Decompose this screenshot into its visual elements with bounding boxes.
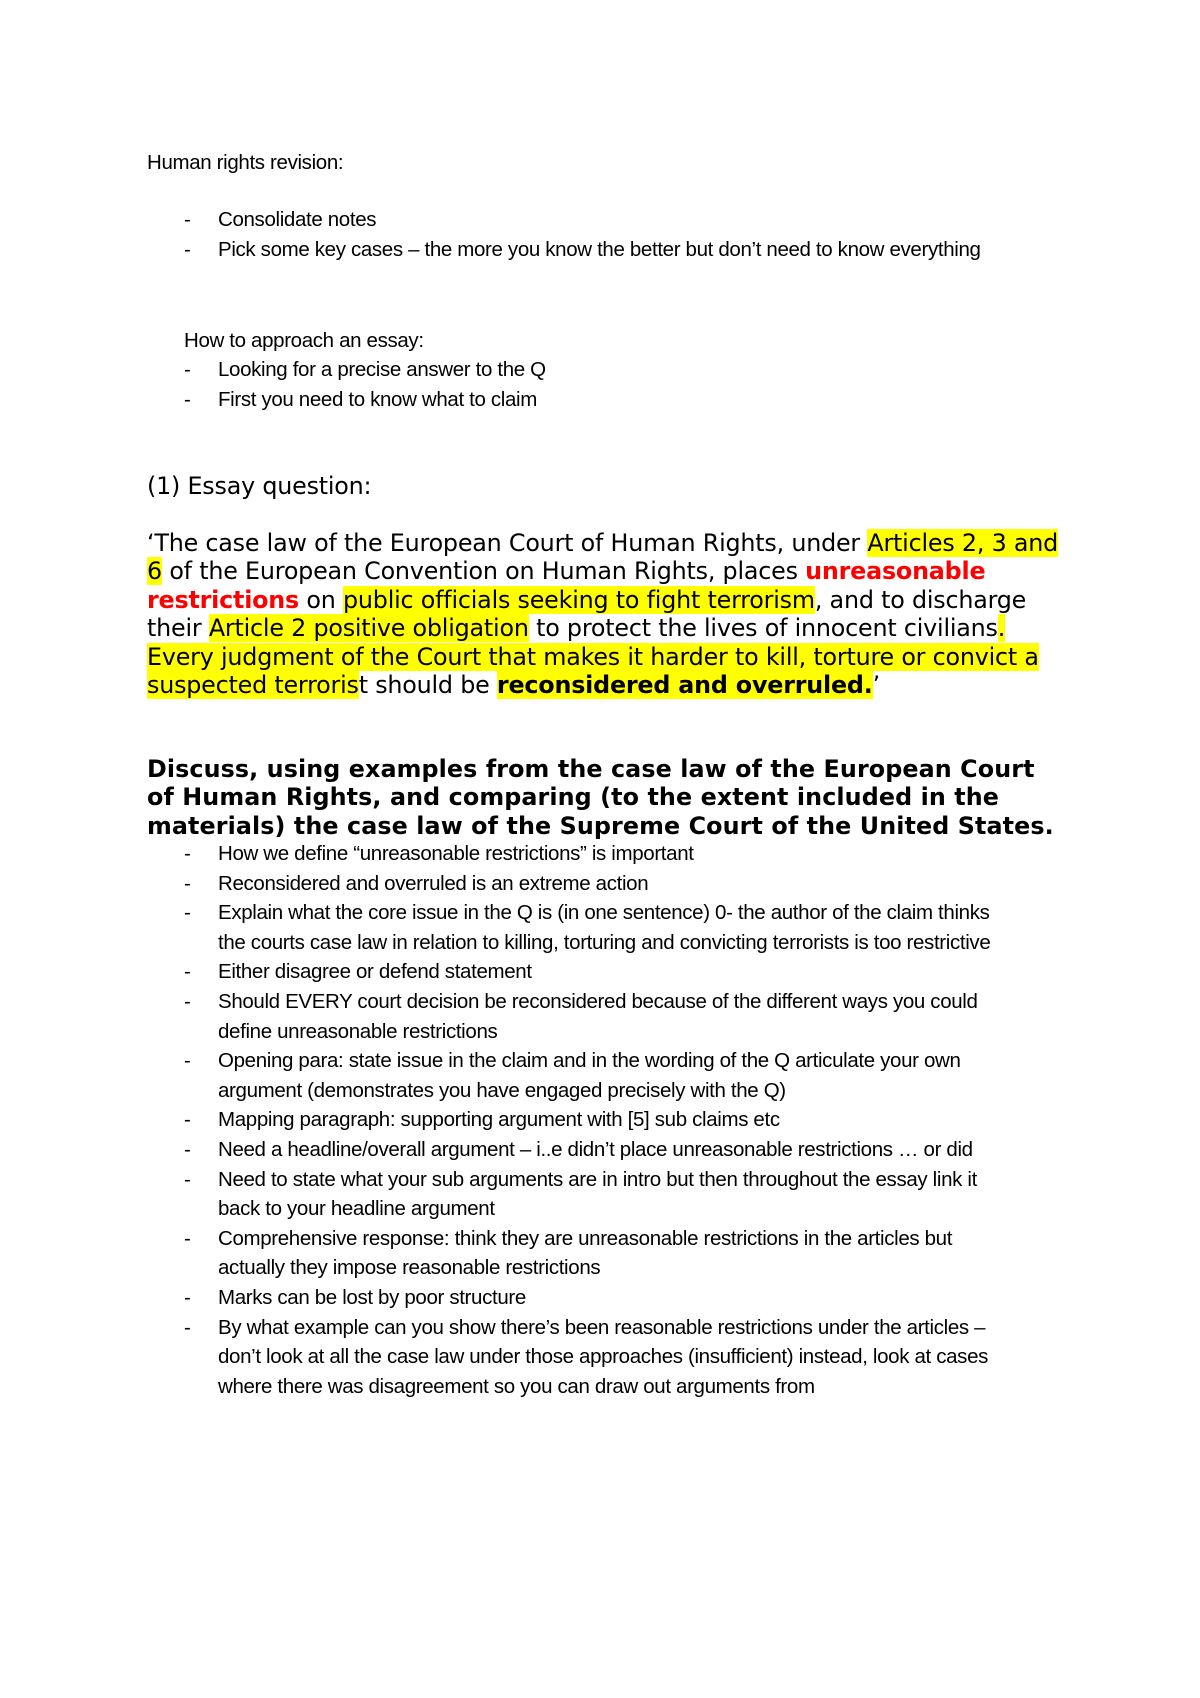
bullet-dash: - bbox=[184, 208, 191, 231]
bullet-dash: - bbox=[184, 1315, 191, 1339]
list-item bbox=[147, 1135, 1007, 1165]
list-item bbox=[147, 1165, 1007, 1224]
bullet-dash: - bbox=[184, 1285, 191, 1309]
list-item-text: Explain what the core issue in the Q is (in one sentence) 0- the author of the claim thinks the courts case law in relation to killing, torturing and convicting terrorists is too restrictive bbox=[218, 901, 991, 954]
list-item bbox=[147, 1105, 1007, 1135]
essay-notes-list bbox=[147, 839, 1007, 1401]
list-item bbox=[147, 987, 1007, 1046]
bullet-dash: - bbox=[184, 1137, 191, 1161]
list-item-text: Pick some key cases – the more you know the better but don’t need to know everything bbox=[218, 237, 981, 261]
list-item bbox=[147, 839, 1007, 869]
quote-text: t should be bbox=[358, 671, 497, 700]
bullet-dash: - bbox=[184, 387, 191, 411]
list-item bbox=[147, 898, 1007, 957]
list-item-text: Need a headline/overall argument – i..e didn’t place unreasonable restrictions … or did bbox=[218, 1137, 973, 1161]
bullet-dash: - bbox=[184, 358, 191, 381]
bullet-dash: - bbox=[184, 1226, 191, 1250]
list-item-text: Need to state what your sub arguments are in intro but then throughout the essay link it back to your headline argument bbox=[218, 1167, 977, 1221]
quote-text: , and to discharge their bbox=[147, 585, 1027, 643]
list-item-text: How we define “unreasonable restrictions” is important bbox=[218, 842, 694, 865]
list-item-text: Either disagree or defend statement bbox=[218, 960, 532, 984]
discuss-prompt: Discuss, using examples from the case law of the European Court of Human Rights, and comparing (to the extent included in the materials) the case law of the Supreme Court of the United States. bbox=[147, 755, 1054, 840]
essay-quote bbox=[147, 529, 1067, 699]
highlighted-articles: Articles 2, 3 and 6 bbox=[147, 529, 1059, 586]
list-item bbox=[147, 1313, 1007, 1402]
list-item bbox=[147, 385, 1007, 415]
bullet-dash: - bbox=[184, 842, 191, 865]
highlighted-positive-obligation: Article 2 positive obligation bbox=[208, 614, 529, 643]
list-item bbox=[147, 235, 1007, 265]
list-item-text: By what example can you show there’s been reasonable restrictions under the articles – don’t look at all the case law under those approaches (insufficient) instead, look at cases where there was disagreement so you can draw out arguments from bbox=[218, 1315, 989, 1398]
bullet-dash: - bbox=[184, 1049, 191, 1073]
quote-text: of the European Convention on Human Rights, places bbox=[161, 557, 806, 586]
highlighted-every-judgment: . Every judgment of the Court that makes it harder to kill, torture or convict a suspected terroris bbox=[147, 614, 1039, 700]
list-item-text: First you need to know what to claim bbox=[218, 387, 537, 411]
quote-text: ‘The case law of the European Court of Human Rights, under bbox=[147, 529, 868, 557]
list-item-text: Consolidate notes bbox=[218, 208, 377, 231]
list-item bbox=[147, 869, 1007, 899]
highlighted-public-officials: public officials seeking to fight terrorism bbox=[343, 585, 815, 614]
quote-text: to protect the lives of innocent civilians bbox=[528, 614, 998, 643]
bullet-dash: - bbox=[184, 960, 191, 984]
unreasonable-restrictions-emphasis: unreasonable restrictions bbox=[147, 557, 986, 614]
highlighted-reconsidered: reconsidered and overruled. bbox=[496, 671, 873, 700]
list-item bbox=[147, 355, 1007, 385]
list-item-text: Marks can be lost by poor structure bbox=[218, 1285, 526, 1309]
bullet-dash: - bbox=[184, 1167, 191, 1191]
list-item-text: Opening para: state issue in the claim and in the wording of the Q articulate your own argument (demonstrates you have engaged precisely with the Q) bbox=[218, 1049, 961, 1102]
list-item-text: Reconsidered and overruled is an extreme action bbox=[218, 871, 649, 895]
list-item bbox=[147, 1046, 1007, 1105]
approach-heading: How to approach an essay: bbox=[184, 329, 424, 352]
doc-title: Human rights revision: bbox=[147, 151, 344, 174]
essay-heading: (1) Essay question: bbox=[147, 472, 372, 500]
quote-text: on bbox=[299, 585, 343, 614]
intro-list bbox=[147, 205, 1007, 264]
bullet-dash: - bbox=[184, 989, 191, 1013]
list-item-text: Should EVERY court decision be reconsidered because of the different ways you could define unreasonable restrictions bbox=[218, 989, 978, 1043]
list-item bbox=[147, 1283, 1007, 1313]
list-item bbox=[147, 205, 1007, 235]
list-item-text: Looking for a precise answer to the Q bbox=[218, 358, 546, 381]
bullet-dash: - bbox=[184, 1108, 191, 1132]
list-item bbox=[147, 1224, 1007, 1283]
quote-text: ’ bbox=[872, 671, 880, 700]
list-item bbox=[147, 957, 1007, 987]
approach-list bbox=[147, 355, 1007, 414]
bullet-dash: - bbox=[184, 901, 191, 925]
list-item-text: Mapping paragraph: supporting argument with [5] sub claims etc bbox=[218, 1108, 780, 1132]
bullet-dash: - bbox=[184, 237, 191, 261]
bullet-dash: - bbox=[184, 871, 191, 895]
list-item-text: Comprehensive response: think they are unreasonable restrictions in the articles but actually they impose reasonable restrictions bbox=[218, 1226, 953, 1280]
